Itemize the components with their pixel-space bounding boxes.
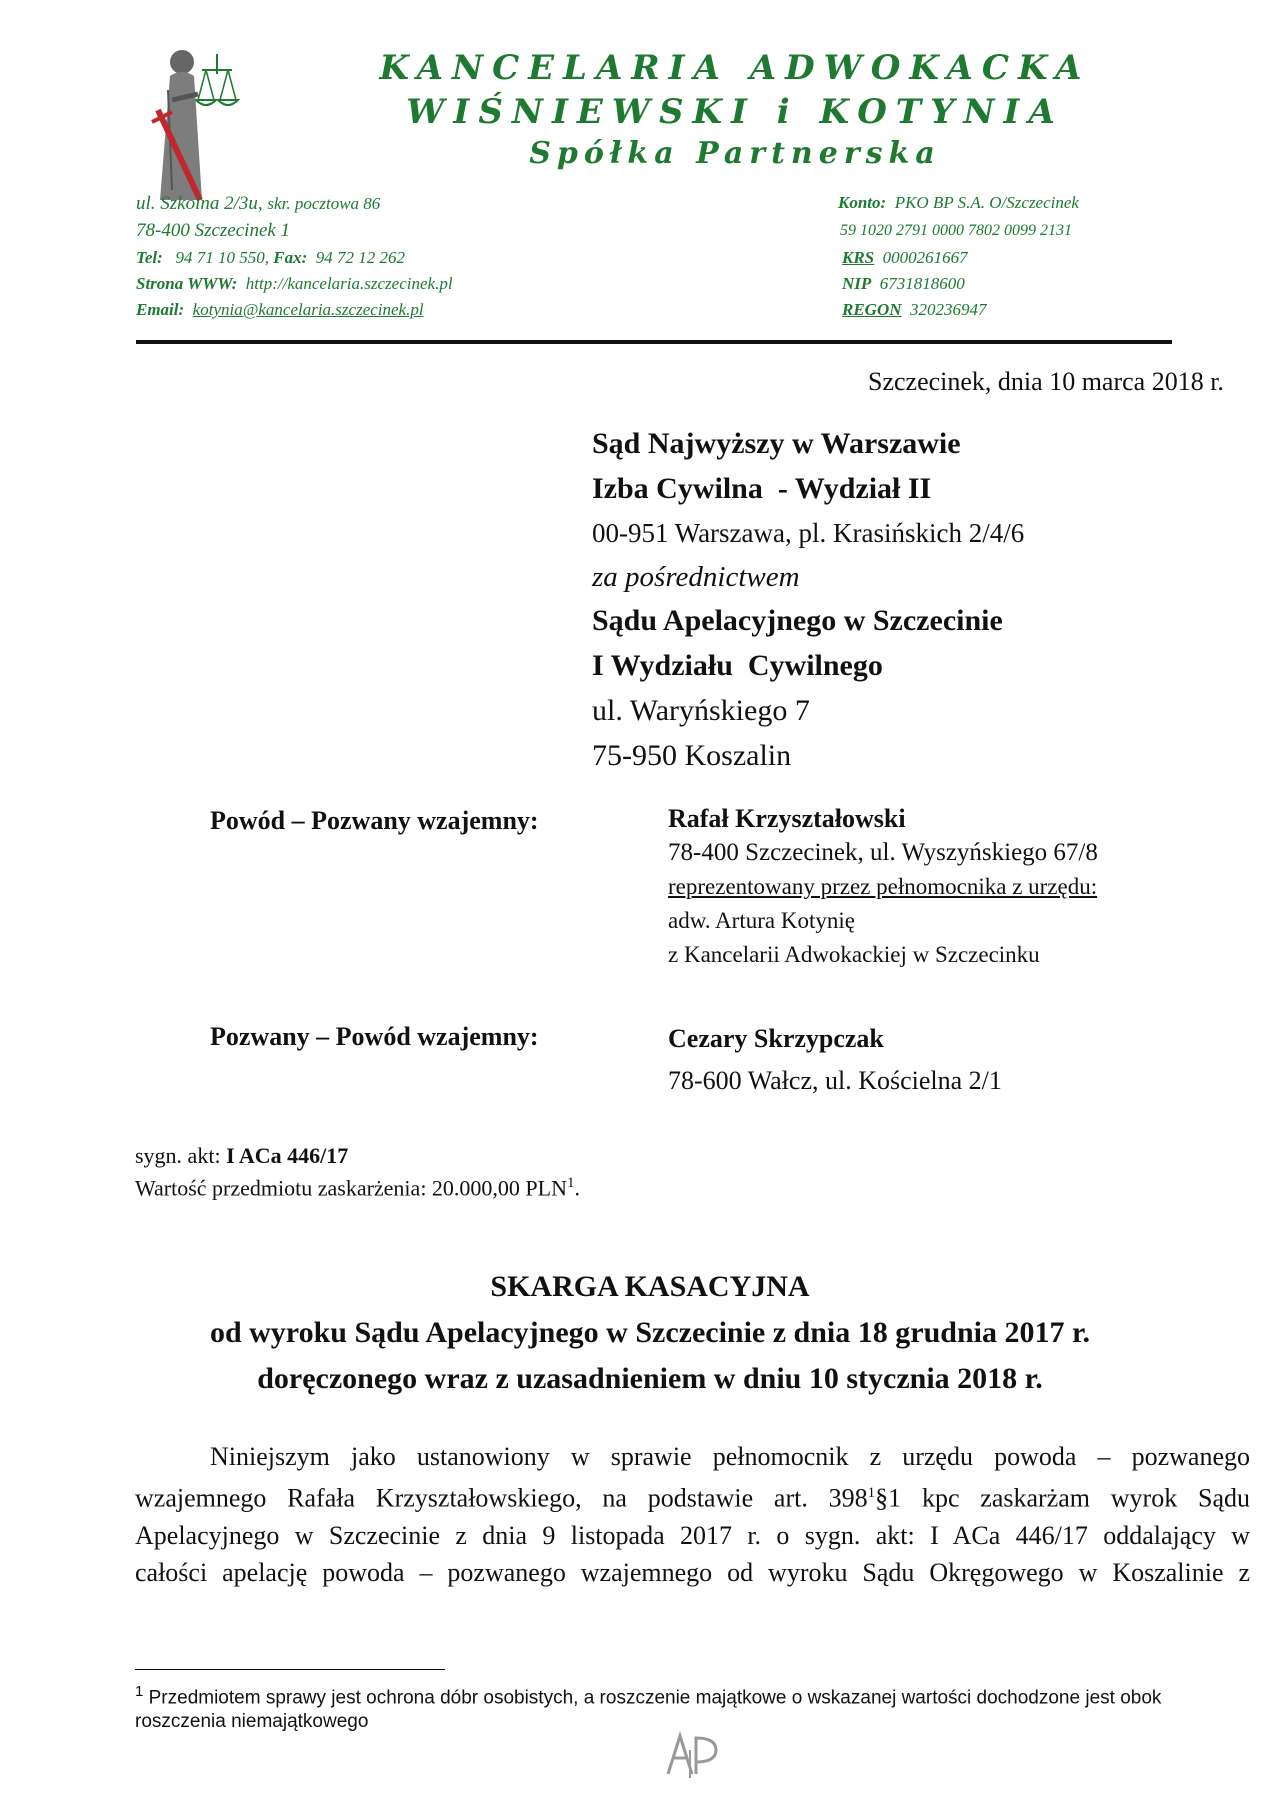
addressee-court-address: 00-951 Warszawa, pl. Krasińskich 2/4/6 [592,518,1025,548]
firm-name-line1: KANCELARIA ADWOKACKA [379,48,1091,88]
defendant-block [668,1018,1002,1102]
document-subtitle-2: doręczonego wraz z uzasadnieniem w dniu 10 stycznia 2018 r. [257,1362,1043,1395]
paragraph-line: wzajemnego Rafała Krzyształowskiego, na podstawie art. $398^1\S 1$ kpc zaskarżam wyrok Sądu [135,1483,1250,1513]
plaintiff-represented: reprezentowany przez pełnomocnika z urzędu: [668,874,1098,899]
lady-justice-logo [150,40,260,210]
addressee-via: za pośrednictwem [592,561,800,593]
nip-number: NIP 6731818600 [842,274,965,293]
firm-phone-fax: Tel: 94 71 10 550, Fax: 94 72 12 262 [136,248,406,267]
addressee-city: 75-950 Koszalin [592,739,792,772]
firm-website: Strona WWW: http://kancelaria.szczecinek.pl [136,274,453,293]
header-divider [136,340,1172,344]
case-signature: sygn. akt: I ACa 446/17 [135,1143,349,1168]
plaintiff-attorney: adw. Artura Kotynię [668,908,855,933]
plaintiff-block [668,802,1098,972]
firm-email: Email: kotynia@kancelaria.szczecinek.pl [136,300,424,319]
plaintiff-firm: z Kancelarii Adwokackiej w Szczecinku [668,942,1040,967]
plaintiff-name: Rafał Krzyształowski [668,804,906,833]
footnote-divider [135,1669,445,1670]
defendant-address: 78-600 Wałcz, ul. Kościelna 2/1 [668,1066,1002,1095]
body-paragraph [135,1438,1250,1591]
firm-city: 78-400 Szczecinek 1 [136,220,291,241]
firm-name-line3: Spółka Partnerska [529,136,941,171]
bar-association-icon [660,1730,724,1780]
addressee-street: ul. Waryńskiego 7 [592,694,810,727]
paragraph-line: Niniejszym jako ustanowiony w sprawie pełnomocnik z urzędu powoda – pozwanego [210,1442,1250,1471]
document-subtitle-1: od wyroku Sądu Apelacyjnego w Szczecinie z dnia 18 grudnia 2017 r. [209,1316,1091,1349]
defendant-name: Cezary Skrzypczak [668,1024,884,1053]
firm-address-line: ul. Szkolna 2/3u, skr. pocztowa 86 [136,193,381,214]
addressee-court: Sąd Najwyższy w Warszawie [592,427,961,460]
document-title: SKARGA KASACYJNA [490,1270,810,1303]
addressee-appeal-court: Sądu Apelacyjnego w Szczecinie [592,604,1003,637]
footnote: $^1$ Przedmiotem sprawy jest ochrona dóbr osobistych, a roszczenie majątkowe o wskazanej wartości dochodzone jest obok roszczenia niemajątkowego [135,1683,1162,1733]
bank-account-name: Konto: PKO BP S.A. O/Szczecinek [838,193,1079,212]
paragraph-line: Apelacyjnego w Szczecinie z dnia 9 listopada 2017 r. o sygn. akt: I ACa 446/17 oddalający w [135,1520,1250,1550]
regon-number: REGON 320236947 [842,300,987,319]
addressee-chamber: Izba Cywilna - Wydział II [592,472,932,505]
krs-number: KRS 0000261667 [842,248,968,267]
date-line: Szczecinek, dnia 10 marca 2018 r. [868,367,1224,396]
case-value: Wartość przedmiotu zaskarżenia: 20.000,00 PLN$^1$. [135,1175,580,1201]
paragraph-line: całości apelację powoda – pozwanego wzajemnego od wyroku Sądu Okręgowego w Koszalinie z [135,1557,1250,1587]
firm-name-line2: WIŚNIEWSKI i KOTYNIA [406,92,1064,132]
plaintiff-label: Powód – Pozwany wzajemny: [210,806,539,835]
bank-account-number: 59 1020 2791 0000 7802 0099 2131 [840,222,1072,239]
plaintiff-address: 78-400 Szczecinek, ul. Wyszyńskiego 67/8 [668,839,1098,866]
addressee-division: I Wydziału Cywilnego [592,649,883,682]
defendant-label: Pozwany – Powód wzajemny: [210,1022,539,1051]
